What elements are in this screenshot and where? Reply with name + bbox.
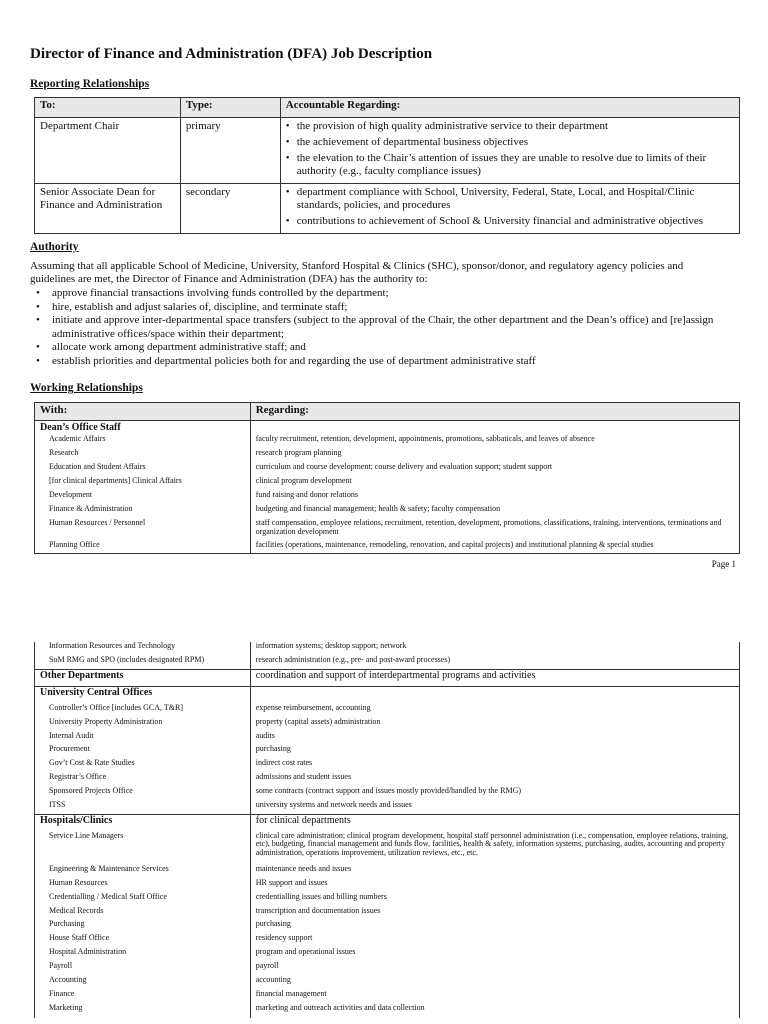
table-row bbox=[35, 462, 740, 476]
regarding-cell: university systems and network needs and issues bbox=[250, 801, 739, 815]
with-cell: Controller’s Office [includes GCA, T&R] bbox=[35, 704, 251, 718]
list-item: • contributions to achievement of School & University financial and administrative objectives bbox=[286, 215, 734, 228]
table-row bbox=[35, 434, 740, 448]
regarding-cell: accounting bbox=[250, 976, 739, 990]
with-cell: Development bbox=[35, 490, 251, 504]
with-cell: Gov’t Cost & Rate Studies bbox=[35, 759, 251, 773]
regarding-cell: research administration (e.g., pre- and post-award processes) bbox=[250, 656, 739, 670]
table-row bbox=[35, 490, 740, 504]
working-relationships-table bbox=[34, 402, 740, 554]
regarding-cell: budgeting and financial management; health & safety; faculty compensation bbox=[250, 504, 739, 518]
regarding-cell: purchasing bbox=[250, 920, 739, 934]
column-header: Accountable Regarding: bbox=[280, 98, 739, 118]
reports-to-cell: Senior Associate Dean for Finance and Administration bbox=[35, 184, 181, 234]
table-header-row bbox=[35, 98, 740, 118]
list-item: • initiate and approve inter-departmental space transfers (subject to the approval of the Chair, the other department and the Dean’s office) and [re]assign administrative offices/space within their department; bbox=[36, 314, 726, 341]
working-relationships-table-continued bbox=[34, 642, 740, 1018]
list-item: • approve financial transactions involving funds controlled by the department; bbox=[36, 287, 726, 301]
regarding-cell: facilities (operations, maintenance, remodeling, renovation, and capital projects) and institutional planning & special studies bbox=[250, 540, 739, 554]
group-label: University Central Offices bbox=[35, 687, 251, 704]
with-cell: [for clinical departments] Clinical Affairs bbox=[35, 476, 251, 490]
table-row bbox=[35, 540, 740, 554]
list-item: • department compliance with School, University, Federal, State, Local, and Hospital/Clinic standards, policies, and procedures bbox=[286, 186, 734, 212]
table-row bbox=[35, 976, 740, 990]
with-cell: Procurement bbox=[35, 745, 251, 759]
column-header: Regarding: bbox=[250, 403, 739, 421]
with-cell: Research bbox=[35, 448, 251, 462]
table-row bbox=[35, 656, 740, 670]
table-row bbox=[35, 642, 740, 656]
with-cell: Service Line Managers bbox=[35, 832, 251, 865]
type-cell: secondary bbox=[180, 184, 280, 234]
table-row bbox=[35, 865, 740, 879]
table-row bbox=[35, 745, 740, 759]
regarding-cell: expense reimbursement, accounting bbox=[250, 704, 739, 718]
regarding-cell: faculty recruitment, retention, development, appointments, promotions, sabbaticals, and leaves of absence bbox=[250, 434, 739, 448]
list-item: • the provision of high quality administrative service to their department bbox=[286, 120, 734, 133]
table-row bbox=[35, 801, 740, 815]
with-cell: Marketing bbox=[35, 1004, 251, 1018]
with-cell: Education and Student Affairs bbox=[35, 462, 251, 476]
table-header-row bbox=[35, 403, 740, 421]
table-row bbox=[35, 759, 740, 773]
regarding-cell: transcription and documentation issues bbox=[250, 907, 739, 921]
with-cell: Internal Audit bbox=[35, 732, 251, 746]
group-regarding: coordination and support of interdepartmental programs and activities bbox=[250, 670, 739, 687]
regarding-cell: some contracts (contract support and issues mostly provided/handled by the RMG) bbox=[250, 787, 739, 801]
with-cell: Medical Records bbox=[35, 907, 251, 921]
regarding-cell: research program planning bbox=[250, 448, 739, 462]
document-page-2 bbox=[0, 642, 768, 1024]
with-cell: House Staff Office bbox=[35, 934, 251, 948]
table-row bbox=[35, 893, 740, 907]
table-row bbox=[35, 118, 740, 184]
regarding-cell: residency support bbox=[250, 934, 739, 948]
table-row bbox=[35, 907, 740, 921]
table-row bbox=[35, 879, 740, 893]
with-cell: Sponsored Projects Office bbox=[35, 787, 251, 801]
regarding-cell: credentialling issues and billing numbers bbox=[250, 893, 739, 907]
group-row bbox=[35, 421, 740, 434]
table-row bbox=[35, 832, 740, 865]
reporting-table bbox=[34, 97, 740, 234]
table-row bbox=[35, 476, 740, 490]
with-cell: Human Resources bbox=[35, 879, 251, 893]
regarding-cell: property (capital assets) administration bbox=[250, 718, 739, 732]
with-cell: Finance & Administration bbox=[35, 504, 251, 518]
with-cell: Academic Affairs bbox=[35, 434, 251, 448]
group-label: Dean’s Office Staff bbox=[35, 421, 251, 434]
group-row bbox=[35, 815, 740, 832]
regarding-cell: financial management bbox=[250, 990, 739, 1004]
regarding-cell: HR support and issues bbox=[250, 879, 739, 893]
page-break bbox=[0, 578, 768, 642]
table-row bbox=[35, 1004, 740, 1018]
regarding-cell: fund raising and donor relations bbox=[250, 490, 739, 504]
table-row bbox=[35, 732, 740, 746]
working-heading: Working Relationships bbox=[30, 382, 143, 394]
with-cell: Credentialling / Medical Staff Office bbox=[35, 893, 251, 907]
authority-heading: Authority bbox=[30, 241, 79, 253]
with-cell: Engineering & Maintenance Services bbox=[35, 865, 251, 879]
with-cell: Registrar’s Office bbox=[35, 773, 251, 787]
with-cell: ITSS bbox=[35, 801, 251, 815]
group-row bbox=[35, 687, 740, 704]
with-cell: University Property Administration bbox=[35, 718, 251, 732]
authority-intro: Assuming that all applicable School of Medicine, University, Stanford Hospital & Clinics (SHC), sponsor/donor, and regulatory agency policies and guidelines are met, the Director of Finance and Administration (DFA) has the authority to: bbox=[30, 260, 684, 285]
group-label: Hospitals/Clinics bbox=[35, 815, 251, 832]
table-row bbox=[35, 920, 740, 934]
group-label: Other Departments bbox=[35, 670, 251, 687]
column-header: To: bbox=[35, 98, 181, 118]
regarding-cell: information systems; desktop support; network bbox=[250, 642, 739, 656]
regarding-cell: curriculum and course development; course delivery and evaluation support; student support bbox=[250, 462, 739, 476]
page-number: Page 1 bbox=[711, 559, 736, 569]
table-row bbox=[35, 990, 740, 1004]
table-row bbox=[35, 934, 740, 948]
with-cell: Planning Office bbox=[35, 540, 251, 554]
table-row bbox=[35, 504, 740, 518]
table-row bbox=[35, 704, 740, 718]
regarding-cell: clinical care administration; clinical program development, hospital staff personnel administration (i.e., compensation, employee relations, training, etc), budgeting, financial management and funds flow, facilities, health & safety, information systems, purchasing, audits, accounting and property administration, operations improvement, utilization reviews, etc., etc. bbox=[250, 832, 739, 865]
list-item: • the elevation to the Chair’s attention of issues they are unable to resolve due to limits of their authority (e.g., faculty compliance issues) bbox=[286, 152, 734, 178]
regarding-cell: admissions and student issues bbox=[250, 773, 739, 787]
with-cell: Accounting bbox=[35, 976, 251, 990]
column-header: Type: bbox=[180, 98, 280, 118]
reporting-heading: Reporting Relationships bbox=[30, 78, 150, 90]
table-row bbox=[35, 518, 740, 540]
regarding-cell: staff compensation, employee relations, recruitment, retention, development, promotions, classifications, training, interventions, terminations and organization development bbox=[250, 518, 739, 540]
type-cell: primary bbox=[180, 118, 280, 184]
with-cell: Information Resources and Technology bbox=[35, 642, 251, 656]
table-row bbox=[35, 448, 740, 462]
table-row bbox=[35, 184, 740, 234]
regarding-cell: maintenance needs and issues bbox=[250, 865, 739, 879]
list-item: • establish priorities and departmental policies both for and regarding the use of department administrative staff bbox=[36, 355, 726, 369]
table-row bbox=[35, 787, 740, 801]
with-cell: Finance bbox=[35, 990, 251, 1004]
reports-to-cell: Department Chair bbox=[35, 118, 181, 184]
accountability-cell bbox=[280, 118, 739, 184]
with-cell: Hospital Administration bbox=[35, 948, 251, 962]
list-item: • hire, establish and adjust salaries of, discipline, and terminate staff; bbox=[36, 301, 726, 315]
table-row bbox=[35, 718, 740, 732]
regarding-cell: clinical program development bbox=[250, 476, 739, 490]
list-item: • allocate work among department administrative staff; and bbox=[36, 341, 726, 355]
with-cell: Purchasing bbox=[35, 920, 251, 934]
group-row bbox=[35, 670, 740, 687]
regarding-cell: payroll bbox=[250, 962, 739, 976]
table-row bbox=[35, 948, 740, 962]
table-row bbox=[35, 773, 740, 787]
list-item: • the achievement of departmental business objectives bbox=[286, 136, 734, 149]
group-regarding: for clinical departments bbox=[250, 815, 739, 832]
authority-list bbox=[36, 287, 726, 368]
with-cell: Human Resources / Personnel bbox=[35, 518, 251, 540]
regarding-cell: marketing and outreach activities and data collection bbox=[250, 1004, 739, 1018]
with-cell: SoM RMG and SPO (includes designated RPM) bbox=[35, 656, 251, 670]
table-row bbox=[35, 962, 740, 976]
accountability-cell bbox=[280, 184, 739, 234]
regarding-cell: purchasing bbox=[250, 745, 739, 759]
column-header: With: bbox=[35, 403, 251, 421]
regarding-cell: indirect cost rates bbox=[250, 759, 739, 773]
with-cell: Payroll bbox=[35, 962, 251, 976]
regarding-cell: program and operational issues bbox=[250, 948, 739, 962]
document-title: Director of Finance and Administration (DFA) Job Description bbox=[30, 46, 433, 62]
regarding-cell: audits bbox=[250, 732, 739, 746]
